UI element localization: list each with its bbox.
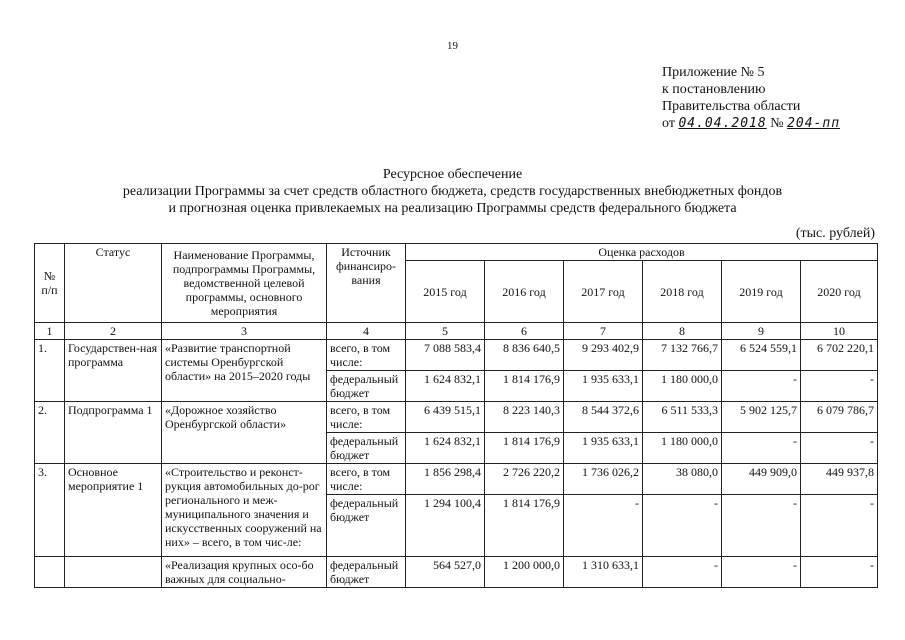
value-cell: 1 814 176,9 [485,433,564,464]
appendix-line-1: Приложение № 5 [662,65,765,80]
value-cell: 1 180 000,0 [643,371,722,402]
header-source: Источник финансиро-вания [327,244,406,323]
header-year: 2017 год [564,261,643,323]
value-cell: 6 079 786,7 [801,402,878,433]
value-cell: 6 524 559,1 [722,340,801,371]
row-source: всего, в том числе: [327,464,406,495]
column-index: 6 [485,323,564,340]
value-cell: 1 624 832,1 [406,433,485,464]
title-line-2: реализации Программы за счет средств областного бюджета, средств государственных внебюджетных фондов [122,184,783,199]
row-status: Государствен-ная программа [65,340,162,402]
column-index: 7 [564,323,643,340]
table-row [35,464,878,495]
header-year: 2019 год [722,261,801,323]
value-cell: 9 293 402,9 [564,340,643,371]
row-num: 3. [35,464,65,557]
value-cell: 2 726 220,2 [485,464,564,495]
date-prefix: от [662,116,675,131]
value-cell: 564 527,0 [406,557,485,588]
value-cell: 1 310 633,1 [564,557,643,588]
column-index: 3 [162,323,327,340]
row-num: 1. [35,340,65,402]
value-cell: 8 223 140,3 [485,402,564,433]
value-cell: 1 856 298,4 [406,464,485,495]
appendix-line-2: к постановлению [662,82,766,97]
header-year: 2016 год [485,261,564,323]
row-name: «Развитие транспортной системы Оренбургской области» на 2015–2020 годы [162,340,327,402]
value-cell: 6 702 220,1 [801,340,878,371]
value-cell: 1 624 832,1 [406,371,485,402]
value-cell: - [643,557,722,588]
header-name: Наименование Программы, подпрограммы Программы, ведомственной целевой программы, основного мероприятия [162,244,327,323]
units-label: (тыс. рублей) [795,226,875,241]
value-cell: - [801,433,878,464]
row-num: 2. [35,402,65,464]
column-index: 2 [65,323,162,340]
column-index: 8 [643,323,722,340]
row-num [35,557,65,588]
number-prefix: № [770,116,784,131]
table-row [35,557,878,588]
row-status: Основное мероприятие 1 [65,464,162,557]
value-cell: 8 836 640,5 [485,340,564,371]
value-cell: 449 937,8 [801,464,878,495]
document-title [0,166,905,217]
budget-table [34,243,878,588]
value-cell: - [801,557,878,588]
value-cell: 1 294 100,4 [406,495,485,557]
column-index: 10 [801,323,878,340]
value-cell: - [564,495,643,557]
value-cell: - [801,495,878,557]
title-line-1: Ресурсное обеспечение [382,167,523,182]
value-cell: 1 180 000,0 [643,433,722,464]
header-year: 2015 год [406,261,485,323]
row-name: «Дорожное хозяйство Оренбургской области» [162,402,327,464]
value-cell: - [722,371,801,402]
header-year: 2018 год [643,261,722,323]
appendix-block [662,64,840,132]
value-cell: 8 544 372,6 [564,402,643,433]
value-cell: 7 132 766,7 [643,340,722,371]
value-cell: 1 814 176,9 [485,495,564,557]
column-index: 1 [35,323,65,340]
value-cell: 1 935 633,1 [564,433,643,464]
row-status: Подпрограмма 1 [65,402,162,464]
value-cell: 7 088 583,4 [406,340,485,371]
value-cell: 5 902 125,7 [722,402,801,433]
column-index: 5 [406,323,485,340]
column-index: 4 [327,323,406,340]
row-source: федеральный бюджет [327,433,406,464]
value-cell: 1 814 176,9 [485,371,564,402]
row-name: «Реализация крупных осо-бо важных для социально- [162,557,327,588]
page-number: 19 [447,40,458,52]
header-estimate: Оценка расходов [406,244,878,261]
row-source: федеральный бюджет [327,495,406,557]
value-cell: 1 935 633,1 [564,371,643,402]
value-cell: - [722,495,801,557]
row-source: всего, в том числе: [327,402,406,433]
handwritten-number: 204-пп [787,116,841,131]
row-source: федеральный бюджет [327,557,406,588]
table-row [35,340,878,371]
header-status: Статус [65,244,162,323]
value-cell: 1 200 000,0 [485,557,564,588]
row-source: всего, в том числе: [327,340,406,371]
row-status [65,557,162,588]
value-cell: - [722,433,801,464]
handwritten-date: 04.04.2018 [678,116,767,131]
value-cell: - [722,557,801,588]
header-row [35,244,878,261]
header-year: 2020 год [801,261,878,323]
value-cell: 6 439 515,1 [406,402,485,433]
table-row [35,402,878,433]
value-cell: 449 909,0 [722,464,801,495]
value-cell: 6 511 533,3 [643,402,722,433]
value-cell: 38 080,0 [643,464,722,495]
column-index-row [35,323,878,340]
appendix-date-line [662,115,840,132]
header-num: № п/п [35,244,65,323]
column-index: 9 [722,323,801,340]
value-cell: 1 736 026,2 [564,464,643,495]
row-source: федеральный бюджет [327,371,406,402]
value-cell: - [801,371,878,402]
title-line-3: и прогнозная оценка привлекаемых на реализацию Программы средств федерального бюджета [168,201,737,216]
row-name: «Строительство и реконст-рукция автомобильных до-рог регионального и меж-муниципального значения и искусственных сооружений на них» – всего, в том чис-ле: [162,464,327,557]
value-cell: - [643,495,722,557]
appendix-line-3: Правительства области [662,99,801,114]
